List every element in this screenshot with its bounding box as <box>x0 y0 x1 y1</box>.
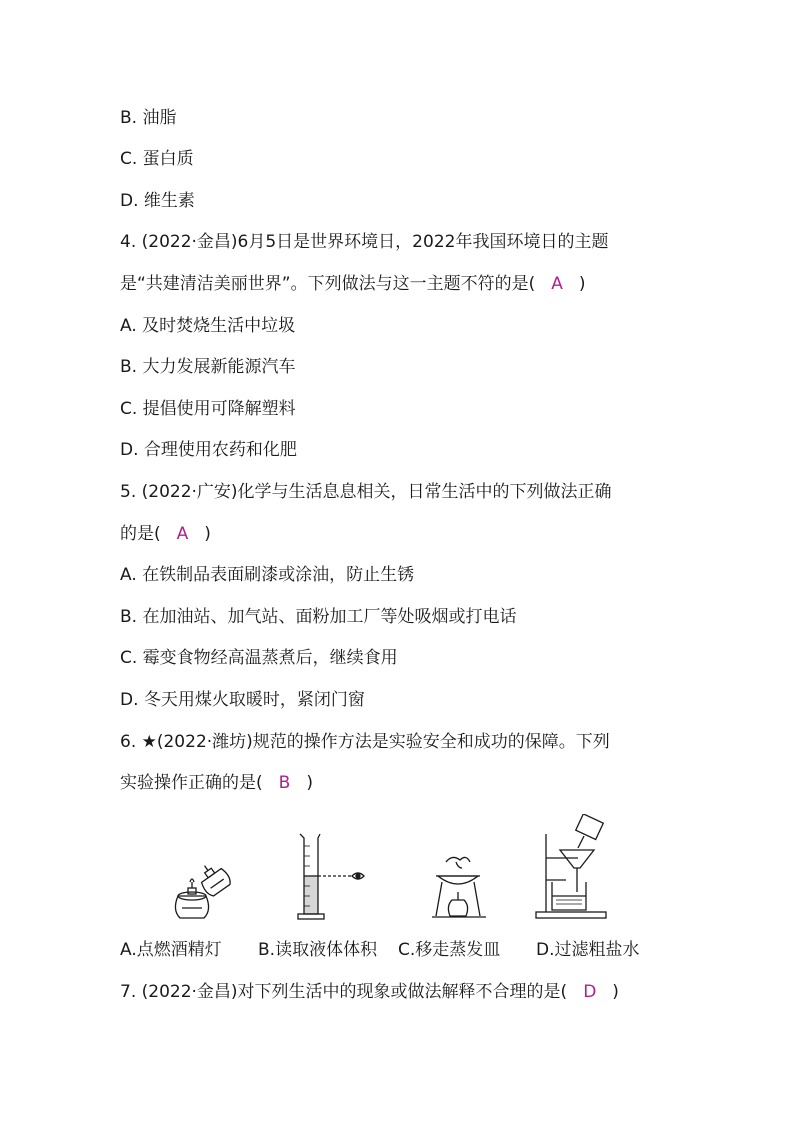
q4-stem-text: 是“共建清洁美丽世界”。下列做法与这一主题不符的是( <box>120 274 536 294</box>
caption-b: B.读取液体体积 <box>258 940 378 960</box>
q4-option-b: B. 大力发展新能源汽车 <box>120 357 296 377</box>
q3-option-c: C. 蛋白质 <box>120 149 194 169</box>
q5-answer: A <box>176 524 189 544</box>
q5-option-c: C. 霉变食物经高温蒸煮后，继续食用 <box>120 648 398 668</box>
q5-stem-close: ) <box>204 524 211 544</box>
q7-stem-text: 7. (2022·金昌)对下列生活中的现象或做法解释不合理的是( <box>120 982 568 1002</box>
caption-c: C.移走蒸发皿 <box>398 940 501 960</box>
q4-answer: A <box>551 274 563 294</box>
graduated-cylinder-illustration <box>294 830 374 922</box>
q6-answer: B <box>278 773 291 793</box>
q5-option-a: A. 在铁制品表面刷漆或涂油，防止生锈 <box>120 565 415 585</box>
q5-stem-line2 <box>120 524 211 544</box>
q7-stem <box>120 982 619 1002</box>
q4-stem-close: ) <box>578 274 586 294</box>
alcohol-lamp-illustration <box>168 860 240 922</box>
filtration-setup-illustration <box>534 814 616 920</box>
q4-option-d: D. 合理使用农药和化肥 <box>120 440 297 460</box>
q7-stem-close: ) <box>612 982 619 1002</box>
figure-captions <box>120 940 640 960</box>
caption-d: D.过滤粗盐水 <box>536 940 640 960</box>
q6-stem-text: 实验操作正确的是( <box>120 773 263 793</box>
q5-stem-text: 的是( <box>120 524 161 544</box>
q6-stem-close: ) <box>306 773 313 793</box>
q4-stem-line2 <box>120 274 586 294</box>
q6-stem-line2 <box>120 773 313 793</box>
q4-option-a: A. 及时焚烧生活中垃圾 <box>120 316 296 336</box>
caption-a: A.点燃酒精灯 <box>120 940 222 960</box>
q5-option-b: B. 在加油站、加气站、面粉加工厂等处吸烟或打电话 <box>120 607 517 627</box>
q7-answer: D <box>583 982 597 1002</box>
q6-stem-line1: 6. ★(2022·潍坊)规范的操作方法是实验安全和成功的保障。下列 <box>120 732 610 752</box>
evaporating-dish-illustration <box>430 852 490 922</box>
q4-option-c: C. 提倡使用可降解塑料 <box>120 399 296 419</box>
q5-stem-line1: 5. (2022·广安)化学与生活息息相关，日常生活中的下列做法正确 <box>120 482 612 502</box>
q5-option-d: D. 冬天用煤火取暖时，紧闭门窗 <box>120 690 365 710</box>
q3-option-b: B. 油脂 <box>120 108 177 128</box>
q3-option-d: D. 维生素 <box>120 191 195 211</box>
q4-stem-line1: 4. (2022·金昌)6月5日是世界环境日，2022年我国环境日的主题 <box>120 232 609 252</box>
